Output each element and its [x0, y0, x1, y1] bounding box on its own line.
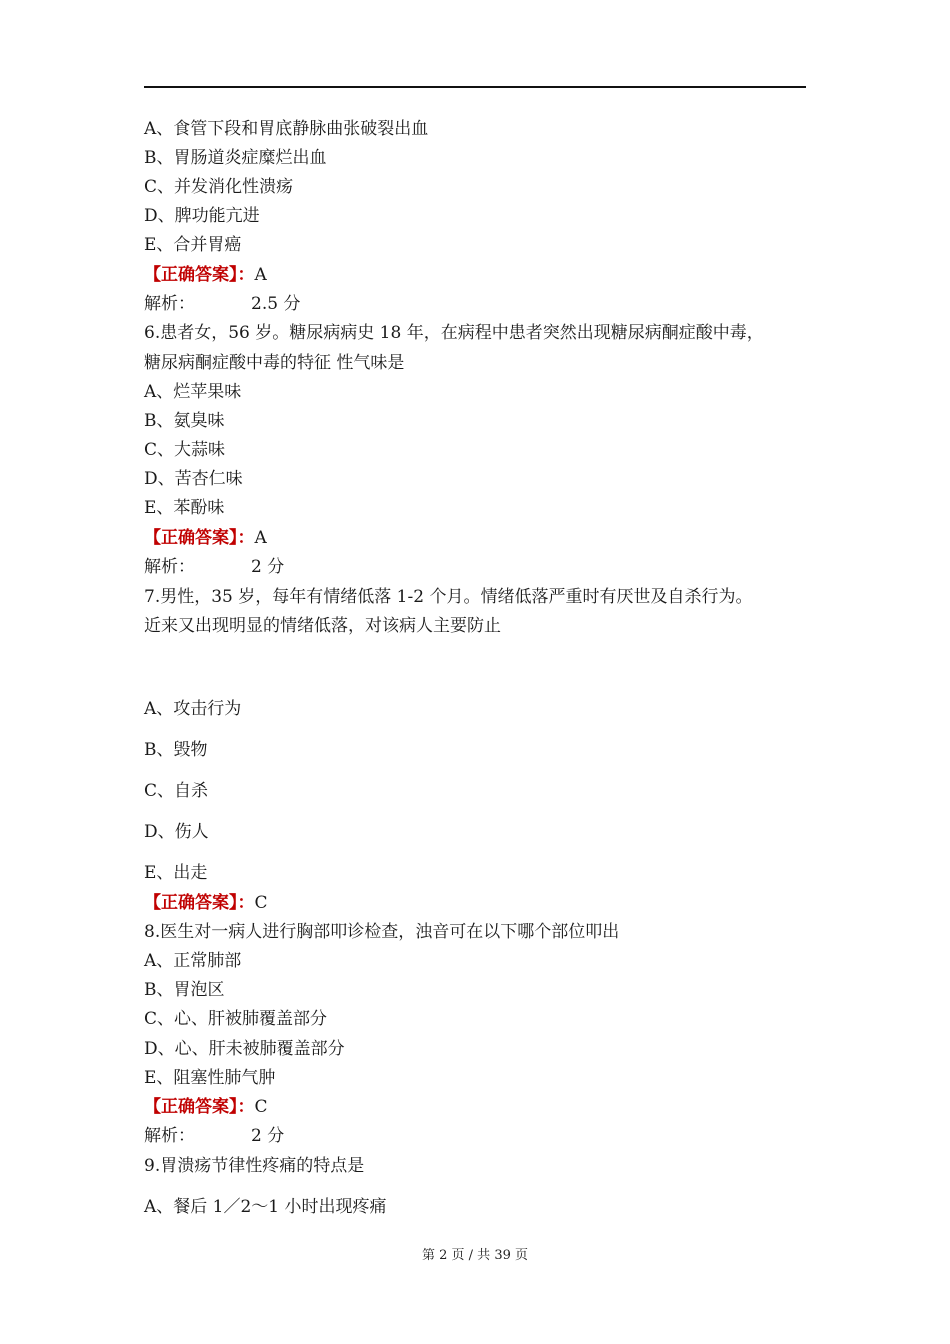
answer-value: A: [254, 265, 267, 285]
q9-option-a: A、餐后 1／2～1 小时出现疼痛: [144, 1197, 387, 1217]
q6-stem-line1: 6.患者女，56 岁。糖尿病病史 18 年，在病程中患者突然出现糖尿病酮症酸中毒，: [144, 323, 764, 343]
q8-option-b: B、胃泡区: [144, 980, 225, 1000]
q5-analysis: [144, 293, 300, 315]
q8-answer: [144, 1096, 268, 1118]
q6-stem-line2: 糖尿病酮症酸中毒的特征 性气味是: [144, 353, 405, 373]
q5-option-d: D、脾功能亢进: [144, 206, 260, 226]
page-footer: 第 2 页 / 共 39 页: [422, 1248, 528, 1263]
q6-option-e: E、苯酚味: [144, 498, 225, 518]
score-value: 2 分: [251, 1126, 285, 1146]
q5-option-b: B、胃肠道炎症糜烂出血: [144, 148, 327, 168]
q8-analysis: [144, 1125, 284, 1147]
q7-stem-line2: 近来又出现明显的情绪低落，对该病人主要防止: [144, 616, 501, 636]
q6-option-c: C、大蒜味: [144, 440, 226, 460]
q7-option-d: D、伤人: [144, 822, 209, 842]
q6-analysis: [144, 556, 284, 578]
q7-answer: [144, 892, 268, 914]
q6-option-b: B、氨臭味: [144, 411, 225, 431]
q5-answer: [144, 264, 267, 286]
q6-option-a: A、烂苹果味: [144, 382, 242, 402]
q7-option-c: C、自杀: [144, 781, 209, 801]
analysis-label: 解析：: [144, 557, 195, 577]
q7-option-b: B、毁物: [144, 740, 208, 760]
q7-option-e: E、出走: [144, 863, 208, 883]
answer-value: A: [254, 528, 267, 548]
answer-label: 【正确答案】：: [144, 1097, 255, 1117]
score-value: 2 分: [251, 557, 285, 577]
q8-option-e: E、阻塞性肺气肿: [144, 1068, 276, 1088]
q5-option-a: A、食管下段和胃底静脉曲张破裂出血: [144, 119, 429, 139]
analysis-label: 解析：: [144, 1126, 195, 1146]
q8-stem: 8.医生对一病人进行胸部叩诊检查，浊音可在以下哪个部位叩出: [144, 922, 620, 942]
answer-label: 【正确答案】：: [144, 893, 255, 913]
q8-option-c: C、心、肝被肺覆盖部分: [144, 1009, 328, 1029]
answer-value: C: [254, 893, 268, 913]
q7-stem-line1: 7.男性，35 岁，每年有情绪低落 1-2 个月。情绪低落严重时有厌世及自杀行为。: [144, 587, 753, 607]
answer-value: C: [254, 1097, 268, 1117]
answer-label: 【正确答案】：: [144, 265, 255, 285]
q6-option-d: D、苦杏仁味: [144, 469, 243, 489]
q7-option-a: A、攻击行为: [144, 699, 242, 719]
q6-answer: [144, 527, 267, 549]
header-rule: [144, 86, 806, 88]
q8-option-a: A、正常肺部: [144, 951, 242, 971]
q5-option-e: E、合并胃癌: [144, 235, 242, 255]
answer-label: 【正确答案】：: [144, 528, 255, 548]
q5-option-c: C、并发消化性溃疡: [144, 177, 294, 197]
q8-option-d: D、心、肝未被肺覆盖部分: [144, 1039, 345, 1059]
q9-stem: 9.胃溃疡节律性疼痛的特点是: [144, 1156, 365, 1176]
score-value: 2.5 分: [251, 294, 301, 314]
analysis-label: 解析：: [144, 294, 195, 314]
